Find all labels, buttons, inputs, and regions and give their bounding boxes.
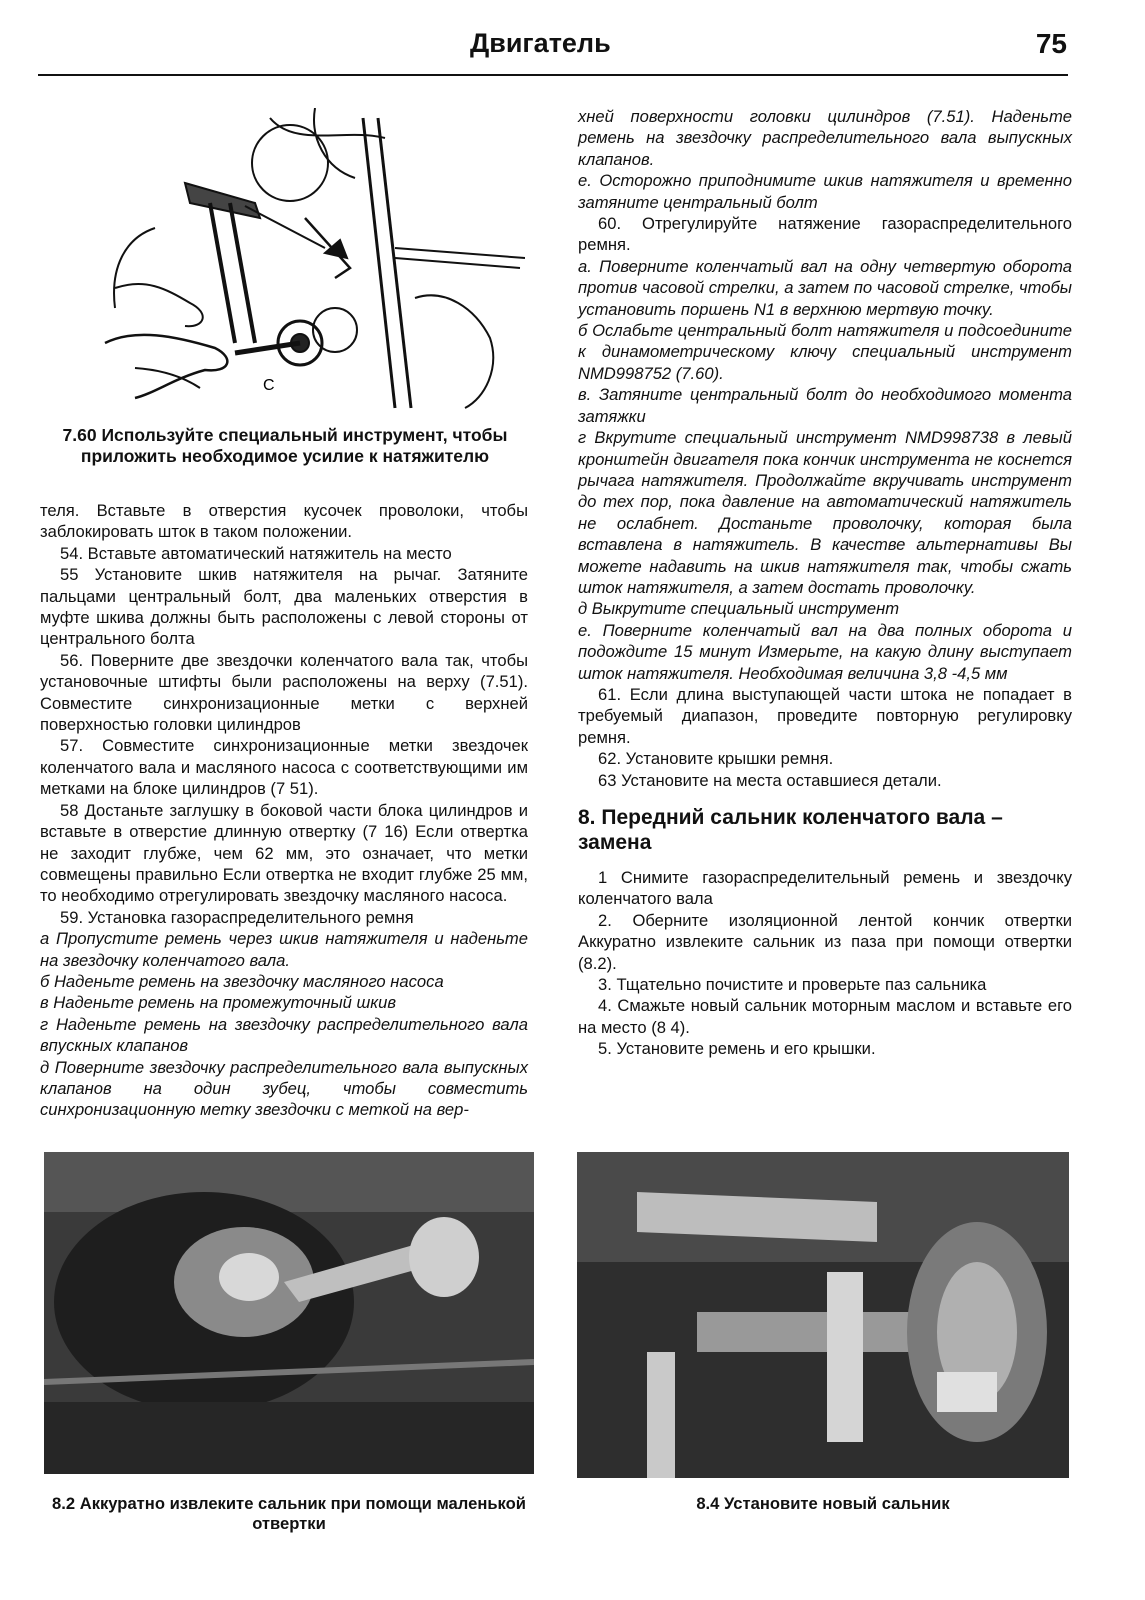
paragraph: 63 Установите на места оставшиеся детали. [598, 770, 942, 790]
paragraph: 4. Смажьте новый сальник моторным маслом и вставьте его на место (8 4). [578, 996, 1072, 1037]
callout-c: C [263, 377, 275, 394]
paragraph: 54. Вставьте автоматический натяжитель на место [60, 543, 452, 563]
paragraph: 59. Установка газораспределительного ремня [60, 907, 414, 927]
section-heading: 8. Передний сальник коленчатого вала – замена [578, 806, 1003, 854]
paragraph: теля. Вставьте в отверстия кусочек проволоки, чтобы заблокировать шток в таком положении. [40, 501, 528, 542]
page-number: 75 [1035, 28, 1067, 59]
paragraph: а Пропустите ремень через шкив натяжителя и наденьте на звездочку коленчатого вала. [40, 929, 528, 970]
paragraph: б Наденьте ремень на звездочку масляного насоса [40, 971, 444, 991]
photo-8-2 [44, 1152, 534, 1474]
paragraph: 1 Снимите газораспределительный ремень и звездочку коленчатого вала [578, 868, 1072, 909]
paragraph: в Наденьте ремень на промежуточный шкив [40, 993, 397, 1013]
figure-7-60-caption: 7.60 Используйте специальный инструмент, чтобы приложить необходимое усилие к натяжителю [62, 425, 508, 466]
paragraph: е. Осторожно приподнимите шкив натяжителя и временно затяните центральный болт [578, 171, 1072, 212]
paragraph: г Вкрутите специальный инструмент NMD998738 в левый кронштейн двигателя пока кончик инструмента не коснется рычага натяжителя. Продолжайте вкручивать инструмент до тех пор, пока давление на автоматический натяжитель не ослабнет. Достаньте проволочку, которая была вставлена в натяжитель. В качестве альтернативы Вы можете надавить на шкив натяжителя так, чтобы сжать шток натяжителя, а затем достать проволочку. [578, 428, 1072, 597]
paragraph: г Наденьте ремень на звездочку распределительного вала впускных клапанов [40, 1014, 528, 1056]
paragraph: д Выкрутите специальный инструмент [578, 599, 900, 619]
paragraph: 56. Поверните две звездочки коленчатого вала так, чтобы установочные штифты были расположены на верху (7.51). Совместите синхронизационные метки с верхней поверхностью головки цилиндров [40, 650, 528, 735]
paragraph: 3. Тщательно почистите и проверьте паз сальника [598, 975, 987, 995]
paragraph: 5. Установите ремень и его крышки. [598, 1039, 876, 1059]
paragraph: е. Поверните коленчатый вал на два полных оборота и подождите 15 минут Измерьте, на какую длину выступает шток натяжителя. Необходимая величина 3,8 -4,5 мм [578, 620, 1072, 683]
paragraph: 2. Оберните изоляционной лентой кончик отвертки Аккуратно извлеките сальник из паза при помощи отвертки (8.2). [578, 910, 1072, 973]
right-column [578, 106, 1072, 1060]
seal-install-photo [577, 1152, 1069, 1478]
paragraph: д Поверните звездочку распределительного вала выпускных клапанов на один зубец, чтобы совместить синхронизационную метку звездочки с меткой на вер- [40, 1057, 528, 1120]
photo-8-4-caption: 8.4 Установите новый сальник [696, 1494, 950, 1513]
left-column [40, 500, 528, 1121]
paragraph: в. Затяните центральный болт до необходимого момента затяжки [578, 385, 1072, 426]
photo-8-2-caption: 8.2 Аккуратно извлеките сальник при помощи маленькой отвертки [52, 1494, 526, 1533]
seal-removal-photo [44, 1152, 534, 1474]
paragraph: 61. Если длина выступающей части штока не попадает в требуемый диапазон, проведите повторную регулировку ремня. [578, 684, 1072, 747]
photo-8-4 [577, 1152, 1069, 1478]
paragraph: 58 Достаньте заглушку в боковой части блока цилиндров и вставьте в отверстие длинную отвертку (7 16) Если отвертка не заходит глубже, чем 62 мм, это означает, что метки совмещены правильно Если отвертка не входит глубже 25 мм, то необходимо отрегулировать звездочку масляного насоса. [40, 800, 528, 906]
paragraph: б Ослабьте центральный болт натяжителя и подсоедините к динамометрическому ключу специальный инструмент NMD998752 (7.60). [578, 321, 1072, 383]
tensioner-tool-illustration [95, 108, 525, 413]
paragraph: 57. Совместите синхронизационные метки звездочек коленчатого вала и масляного насоса с соответствующими им метками на блоке цилиндров (7 51). [40, 736, 528, 799]
header-rule [38, 74, 1068, 76]
paragraph: 60. Отрегулируйте натяжение газораспределительного ремня. [578, 214, 1072, 255]
paragraph: 55 Установите шкив натяжителя на рычаг. Затяните пальцами центральный болт, два маленьких отверстия в муфте шкива должны быть расположены с левой стороны от центрального болта [40, 565, 528, 649]
figure-7-60-drawing [95, 108, 525, 413]
paragraph: а. Поверните коленчатый вал на одну четвертую оборота против часовой стрелки, а затем по часовой стрелке, чтобы установить поршень N1 в верхнюю мертвую точку. [578, 256, 1072, 319]
paragraph: 62. Установите крышки ремня. [598, 749, 834, 769]
paragraph: хней поверхности головки цилиндров (7.51). Наденьте ремень на звездочку распределительного вала выпускных клапанов. [578, 107, 1072, 169]
chapter-title: Двигатель [470, 28, 611, 58]
